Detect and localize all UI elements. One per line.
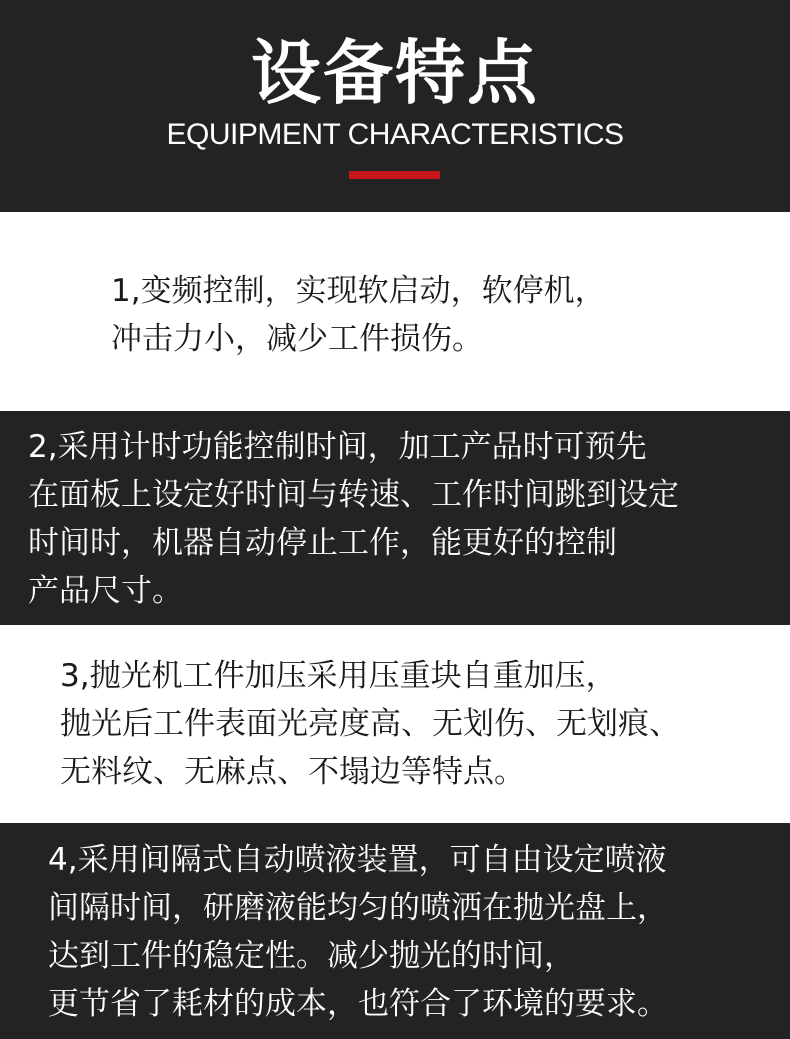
- feature-3-line-3: 无料纹、无麻点、不塌边等特点。: [60, 754, 525, 790]
- feature-2-line-3: 时间时，机器自动停止工作，能更好的控制: [28, 525, 617, 561]
- feature-section-3: [0, 625, 790, 823]
- feature-section-1: [0, 212, 790, 411]
- feature-3-line-2: 抛光后工件表面光亮度高、无划伤、无划痕、: [60, 706, 680, 742]
- page-subtitle: EQUIPMENT CHARACTERISTICS: [166, 118, 624, 151]
- feature-2-line-2: 在面板上设定好时间与转速、工作时间跳到设定: [28, 477, 679, 513]
- feature-4-line-4: 更节省了耗材的成本，也符合了环境的要求。: [48, 986, 668, 1022]
- feature-2-line-1: 2,采用计时功能控制时间，加工产品时可预先: [28, 429, 647, 465]
- feature-1-line-2: 冲击力小，减少工件损伤。: [111, 321, 483, 357]
- feature-section-4: [0, 823, 790, 1039]
- feature-3-line-1: 3,抛光机工件加压采用压重块自重加压，: [60, 658, 617, 694]
- header-banner: [0, 0, 790, 212]
- accent-bar: [349, 171, 440, 179]
- feature-4-line-3: 达到工件的稳定性。减少抛光的时间，: [48, 938, 575, 974]
- feature-4-line-1: 4,采用间隔式自动喷液装置，可自由设定喷液: [48, 842, 667, 878]
- page-title: 设备特点: [251, 32, 539, 114]
- feature-section-2: [0, 411, 790, 625]
- feature-4-line-2: 间隔时间，研磨液能均匀的喷洒在抛光盘上，: [48, 890, 668, 926]
- feature-1-line-1: 1,变频控制，实现软启动，软停机，: [111, 273, 606, 309]
- feature-2-line-4: 产品尺寸。: [28, 573, 183, 609]
